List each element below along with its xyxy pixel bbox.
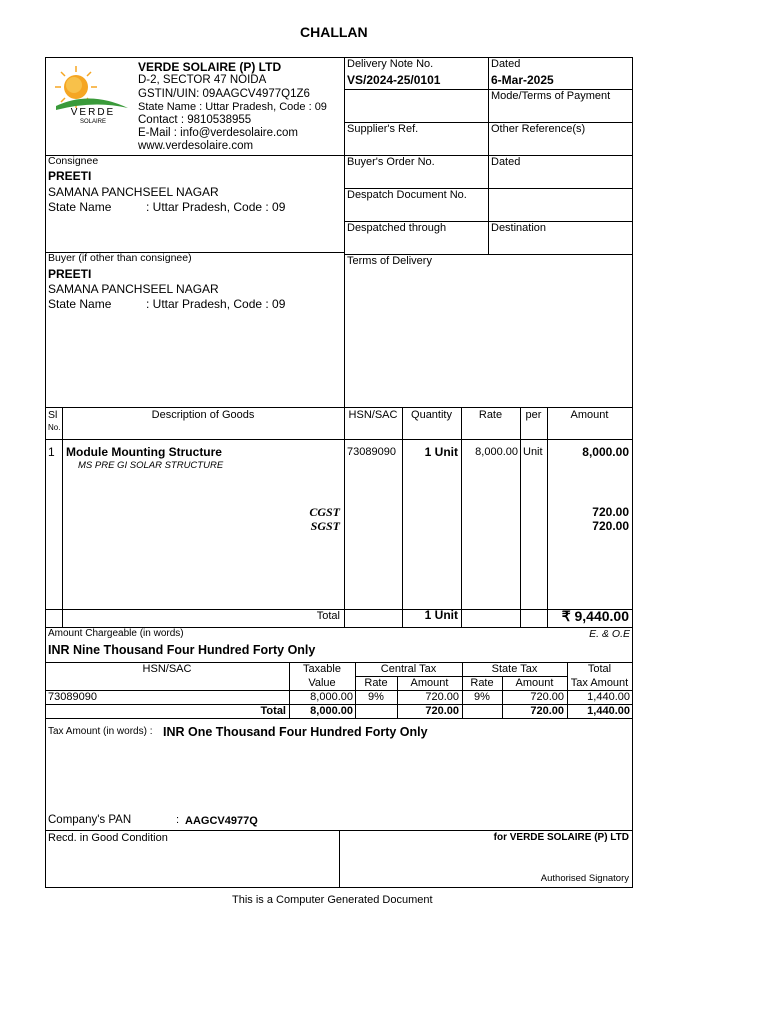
- consignee-state-value: : Uttar Pradesh, Code : 09: [146, 200, 286, 214]
- item-amount: 8,000.00: [582, 445, 629, 459]
- company-gstin: GSTIN/UIN: 09AAGCV4977Q1Z6: [138, 88, 310, 100]
- item-si: 1: [48, 445, 55, 459]
- authorised-signatory: Authorised Signatory: [540, 873, 629, 884]
- cgst-amount: 720.00: [592, 505, 629, 519]
- consignee-address: SAMANA PANCHSEEL NAGAR: [48, 185, 219, 199]
- company-website: www.verdesolaire.com: [138, 140, 254, 152]
- col-amount-header: Amount: [570, 409, 609, 421]
- pan-colon: :: [176, 814, 180, 826]
- buyers-order-label: Buyer's Order No.: [347, 156, 435, 168]
- amount-words-value: INR Nine Thousand Four Hundred Forty Only: [48, 643, 316, 657]
- suppliers-ref-label: Supplier's Ref.: [347, 123, 419, 135]
- tax-words-label: Tax Amount (in words) :: [48, 726, 153, 737]
- dated-label: Dated: [491, 58, 521, 70]
- mode-terms-label: Mode/Terms of Payment: [491, 90, 611, 102]
- dated-value: 6-Mar-2025: [491, 73, 554, 87]
- company-state: State Name : Uttar Pradesh, Code : 09: [138, 101, 327, 113]
- items-total-label: Total: [316, 610, 340, 622]
- amount-words-label: Amount Chargeable (in words): [48, 628, 184, 639]
- buyer-label: Buyer (if other than consignee): [48, 252, 192, 264]
- buyer-state-value: : Uttar Pradesh, Code : 09: [146, 297, 286, 311]
- tax-row-central-rate: 9%: [368, 691, 384, 703]
- item-sub-description: MS PRE GI SOLAR STRUCTURE: [78, 460, 224, 471]
- item-hsn: 73089090: [347, 446, 396, 458]
- computer-generated-note: This is a Computer Generated Document: [232, 894, 433, 906]
- tax-col-total-header-1: Total: [587, 663, 612, 675]
- sgst-label: SGST: [310, 519, 340, 533]
- tax-col-state-header: State Tax: [491, 663, 538, 675]
- col-per-header: per: [525, 409, 542, 421]
- terms-delivery-label: Terms of Delivery: [347, 255, 432, 267]
- buyer-name: PREETI: [48, 267, 92, 281]
- item-per: Unit: [523, 446, 543, 458]
- tax-col-central-header: Central Tax: [380, 663, 437, 675]
- logo-text: VERDE: [70, 107, 116, 118]
- page-title: CHALLAN: [300, 24, 368, 40]
- tax-total-label: Total: [260, 705, 286, 717]
- eoe-label: E. & O.E: [589, 628, 630, 640]
- tax-total-total: 1,440.00: [587, 705, 630, 717]
- tax-row-taxable: 8,000.00: [310, 691, 353, 703]
- col-no-header: No.: [48, 423, 61, 432]
- dated2-label: Dated: [491, 156, 521, 168]
- tax-col-state-amount-header: Amount: [515, 677, 554, 689]
- tax-total-state-amount: 720.00: [530, 705, 564, 717]
- delivery-note-label: Delivery Note No.: [347, 58, 434, 70]
- consignee-label: Consignee: [48, 155, 99, 167]
- company-email: E-Mail : info@verdesolaire.com: [138, 127, 298, 139]
- despatch-doc-label: Despatch Document No.: [347, 189, 467, 201]
- items-total-amount: ₹ 9,440.00: [561, 608, 629, 624]
- despatched-through-label: Despatched through: [347, 222, 447, 234]
- col-hsn-header: HSN/SAC: [348, 409, 398, 421]
- cgst-label: CGST: [309, 505, 340, 519]
- tax-col-taxable-header-1: Taxable: [303, 663, 341, 675]
- item-quantity: 1 Unit: [424, 445, 458, 459]
- logo-subtext: SOLAIRE: [79, 119, 106, 125]
- tax-total-taxable: 8,000.00: [310, 705, 353, 717]
- other-ref-label: Other Reference(s): [491, 123, 586, 135]
- company-contact: Contact : 9810538955: [138, 114, 252, 126]
- col-si-header: Sl: [48, 409, 58, 421]
- company-address: D-2, SECTOR 47 NOIDA: [138, 74, 267, 86]
- tax-col-total-header-2: Tax Amount: [570, 677, 629, 689]
- pan-label: Company's PAN: [48, 814, 132, 826]
- tax-col-taxable-header-2: Value: [308, 677, 336, 689]
- tax-row-state-amount: 720.00: [530, 691, 564, 703]
- sgst-amount: 720.00: [592, 519, 629, 533]
- for-company: for VERDE SOLAIRE (P) LTD: [493, 832, 629, 843]
- col-rate-header: Rate: [478, 409, 503, 421]
- tax-row-total: 1,440.00: [587, 691, 630, 703]
- delivery-note-value: VS/2024-25/0101: [347, 73, 441, 87]
- tax-col-state-rate-header: Rate: [470, 677, 494, 689]
- tax-col-central-amount-header: Amount: [410, 677, 449, 689]
- tax-col-hsn-header: HSN/SAC: [142, 663, 192, 675]
- col-description-header: Description of Goods: [151, 409, 255, 421]
- pan-value: AAGCV4977Q: [185, 815, 258, 827]
- company-name: VERDE SOLAIRE (P) LTD: [138, 60, 282, 74]
- buyer-state-label: State Name: [48, 297, 112, 311]
- destination-label: Destination: [491, 222, 547, 234]
- tax-total-central-amount: 720.00: [425, 705, 459, 717]
- tax-row-central-amount: 720.00: [425, 691, 459, 703]
- consignee-name: PREETI: [48, 169, 92, 183]
- col-quantity-header: Quantity: [411, 409, 452, 421]
- tax-row-hsn: 73089090: [48, 691, 97, 703]
- item-rate: 8,000.00: [475, 446, 518, 458]
- recd-good-condition: Recd. in Good Condition: [48, 832, 168, 844]
- tax-col-central-rate-header: Rate: [364, 677, 388, 689]
- item-description: Module Mounting Structure: [66, 445, 222, 459]
- consignee-state-label: State Name: [48, 200, 112, 214]
- tax-row-state-rate: 9%: [474, 691, 490, 703]
- tax-words-value: INR One Thousand Four Hundred Forty Only: [163, 725, 428, 739]
- items-total-quantity: 1 Unit: [424, 608, 458, 622]
- buyer-address: SAMANA PANCHSEEL NAGAR: [48, 282, 219, 296]
